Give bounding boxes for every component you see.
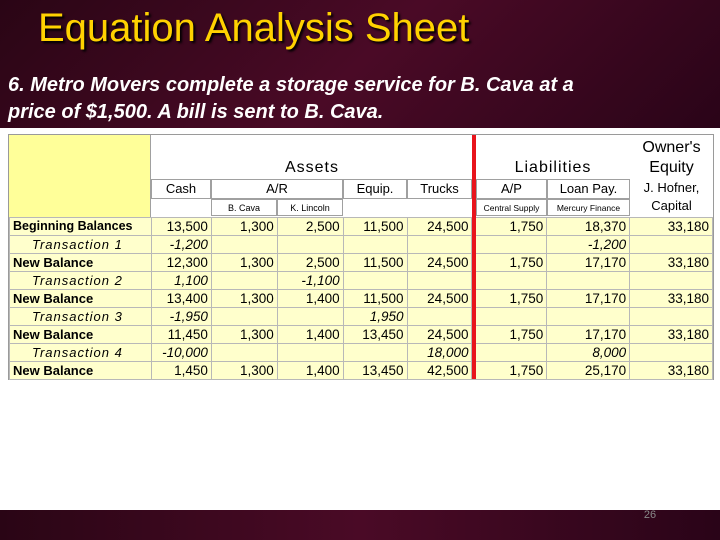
liabilities-header: Liabilities xyxy=(514,159,592,176)
table-cell: 11,450 xyxy=(151,326,211,344)
table-cell: 24,500 xyxy=(407,218,472,236)
table-cell xyxy=(547,308,630,326)
owners-equity-header-line1: Owner's xyxy=(642,139,701,156)
table-cell: -1,100 xyxy=(277,272,343,290)
assets-header: Assets xyxy=(284,159,339,176)
table-cell: -10,000 xyxy=(151,344,211,362)
column-accounts-payable: A/P xyxy=(476,179,547,199)
column-capital-line1: J. Hofner, xyxy=(643,180,700,195)
table-cell xyxy=(277,308,343,326)
table-cell: 1,750 xyxy=(476,254,547,272)
table-cell: 2,500 xyxy=(277,254,343,272)
table-cell: 1,400 xyxy=(277,290,343,308)
problem-line-2: price of $1,500. A bill is sent to B. Cava. xyxy=(8,101,384,123)
table-cell xyxy=(407,308,472,326)
table-cell xyxy=(630,236,713,254)
equation-divider xyxy=(472,135,476,379)
table-row xyxy=(10,308,713,326)
row-label: Transaction 2 xyxy=(10,272,152,290)
table-row xyxy=(10,254,713,272)
column-loan-payable: Loan Pay. xyxy=(547,179,630,199)
table-cell: 18,370 xyxy=(547,218,630,236)
table-cell: 18,000 xyxy=(407,344,472,362)
table-cell xyxy=(343,236,407,254)
table-cell: 25,170 xyxy=(547,362,630,380)
table-cell: 24,500 xyxy=(407,326,472,344)
row-label: Transaction 3 xyxy=(10,308,152,326)
equation-analysis-sheet xyxy=(8,134,714,380)
table-row xyxy=(10,344,713,362)
row-label: New Balance xyxy=(10,290,152,308)
table-cell: 42,500 xyxy=(407,362,472,380)
table-cell: 2,500 xyxy=(277,218,343,236)
table-cell xyxy=(211,236,277,254)
subcolumn-mercury-finance: Mercury Finance xyxy=(547,199,630,216)
table-cell: 13,400 xyxy=(151,290,211,308)
table-cell: 11,500 xyxy=(343,218,407,236)
table-cell: 17,170 xyxy=(547,290,630,308)
table-cell: 13,450 xyxy=(343,326,407,344)
table-cell: 1,300 xyxy=(211,362,277,380)
table-cell: 1,750 xyxy=(476,290,547,308)
table-cell xyxy=(277,236,343,254)
page-number: 26 xyxy=(643,509,657,521)
table-row xyxy=(10,236,713,254)
table-row xyxy=(10,290,713,308)
table-cell: 33,180 xyxy=(630,290,713,308)
table-cell: 33,180 xyxy=(630,218,713,236)
table-cell xyxy=(211,272,277,290)
problem-line-1: 6. Metro Movers complete a storage service for B. Cava at a xyxy=(8,74,574,96)
column-cash: Cash xyxy=(151,179,211,199)
table-cell xyxy=(343,344,407,362)
table-row xyxy=(10,326,713,344)
table-cell xyxy=(630,344,713,362)
column-accounts-receivable: A/R xyxy=(211,179,343,199)
table-cell: 1,300 xyxy=(211,254,277,272)
row-label: New Balance xyxy=(10,326,152,344)
table-cell: -1,950 xyxy=(151,308,211,326)
table-cell: 17,170 xyxy=(547,254,630,272)
column-trucks: Trucks xyxy=(407,179,472,199)
table-cell xyxy=(476,272,547,290)
balances-table xyxy=(9,217,713,380)
table-cell: -1,200 xyxy=(547,236,630,254)
table-cell xyxy=(476,308,547,326)
subcolumn-b-cava: B. Cava xyxy=(211,199,277,216)
table-cell: 1,300 xyxy=(211,326,277,344)
column-equipment: Equip. xyxy=(343,179,407,199)
table-cell xyxy=(277,344,343,362)
row-label: New Balance xyxy=(10,254,152,272)
table-cell xyxy=(407,236,472,254)
slide-title: Equation Analysis Sheet xyxy=(38,6,470,50)
table-cell xyxy=(211,344,277,362)
table-cell: 1,100 xyxy=(151,272,211,290)
table-cell: 1,300 xyxy=(211,290,277,308)
table-cell: 33,180 xyxy=(630,326,713,344)
table-cell: 1,950 xyxy=(343,308,407,326)
table-cell: 8,000 xyxy=(547,344,630,362)
table-cell xyxy=(630,308,713,326)
table-cell: 11,500 xyxy=(343,290,407,308)
table-row xyxy=(10,272,713,290)
table-cell: 17,170 xyxy=(547,326,630,344)
table-cell: 1,300 xyxy=(211,218,277,236)
subcolumn-central-supply: Central Supply xyxy=(476,199,547,216)
header-corner xyxy=(9,135,151,219)
owners-equity-header-line2: Equity xyxy=(649,159,694,176)
table-cell: 1,400 xyxy=(277,326,343,344)
table-cell xyxy=(211,308,277,326)
table-cell: 12,300 xyxy=(151,254,211,272)
table-cell: 1,750 xyxy=(476,326,547,344)
table-cell xyxy=(407,272,472,290)
table-cell: 1,400 xyxy=(277,362,343,380)
table-row xyxy=(10,218,713,236)
table-cell: -1,200 xyxy=(151,236,211,254)
table-row xyxy=(10,362,713,380)
table-cell: 33,180 xyxy=(630,362,713,380)
row-label: New Balance xyxy=(10,362,152,380)
footer-banner xyxy=(0,510,720,540)
table-cell: 1,450 xyxy=(151,362,211,380)
table-cell: 1,750 xyxy=(476,362,547,380)
table-cell: 24,500 xyxy=(407,290,472,308)
table-cell xyxy=(547,272,630,290)
row-label: Transaction 1 xyxy=(10,236,152,254)
table-cell xyxy=(476,344,547,362)
table-cell: 33,180 xyxy=(630,254,713,272)
table-cell: 1,750 xyxy=(476,218,547,236)
row-label: Transaction 4 xyxy=(10,344,152,362)
problem-statement xyxy=(8,72,718,126)
table-cell xyxy=(476,236,547,254)
table-cell: 13,500 xyxy=(151,218,211,236)
row-label: Beginning Balances xyxy=(10,218,152,236)
table-cell: 11,500 xyxy=(343,254,407,272)
table-cell: 24,500 xyxy=(407,254,472,272)
table-cell xyxy=(343,272,407,290)
column-capital-line2: Capital xyxy=(651,198,692,213)
table-cell: 13,450 xyxy=(343,362,407,380)
subcolumn-k-lincoln: K. Lincoln xyxy=(277,199,343,216)
table-cell xyxy=(630,272,713,290)
